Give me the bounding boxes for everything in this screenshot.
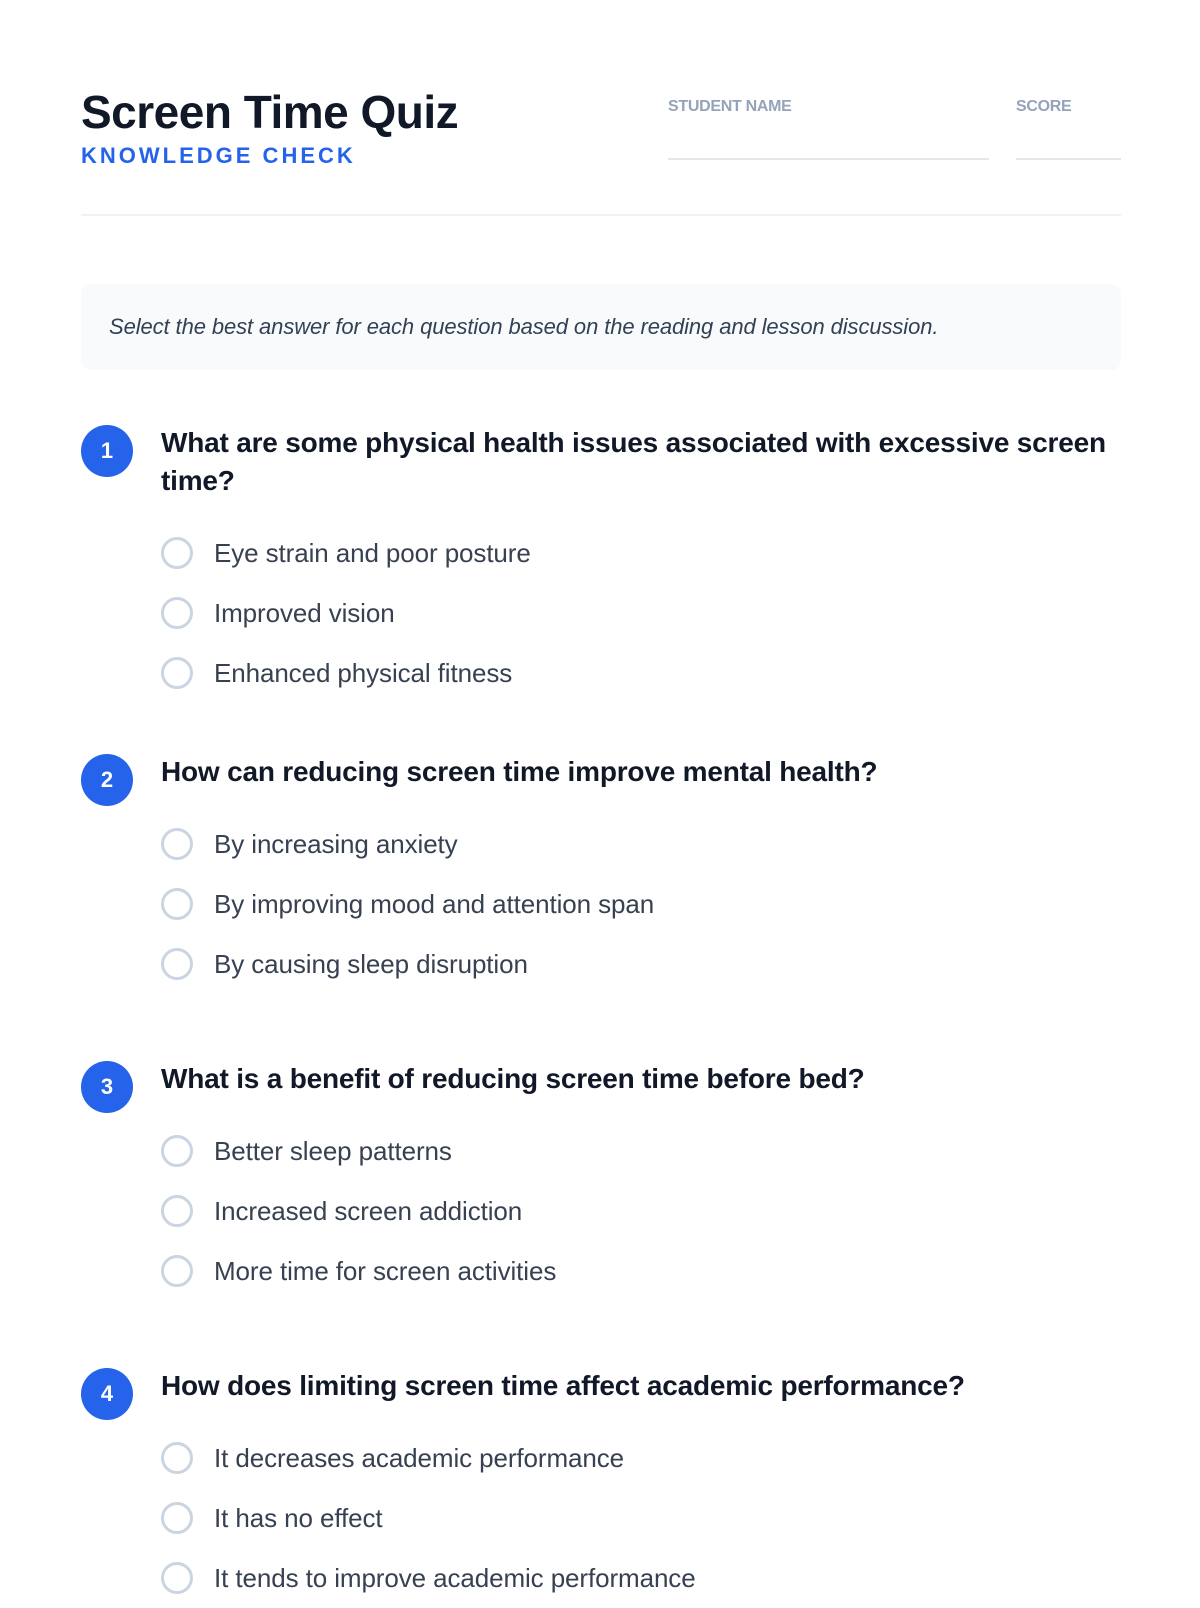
option-label: Eye strain and poor posture — [214, 537, 531, 568]
student-name-field[interactable] — [668, 158, 989, 160]
radio-button[interactable] — [161, 1502, 193, 1534]
option-item[interactable] — [161, 1121, 1061, 1181]
question-text: What is a benefit of reducing screen time before bed? — [161, 1063, 865, 1094]
options-list — [161, 1121, 1061, 1301]
options-list — [161, 814, 1061, 994]
radio-button[interactable] — [161, 657, 193, 689]
option-label: By increasing anxiety — [214, 828, 458, 859]
header-divider — [81, 214, 1121, 216]
option-item[interactable] — [161, 1548, 1061, 1608]
question-text: What are some physical health issues associated with excessive screen time? — [161, 427, 1106, 496]
option-label: It tends to improve academic performance — [214, 1562, 696, 1593]
option-label: It decreases academic performance — [214, 1442, 625, 1473]
option-label: Improved vision — [214, 597, 395, 628]
option-item[interactable] — [161, 1488, 1061, 1548]
option-item[interactable] — [161, 814, 1061, 874]
option-label: It has no effect — [214, 1502, 383, 1533]
option-label: Enhanced physical fitness — [214, 657, 513, 688]
page-title: Screen Time Quiz — [81, 86, 459, 138]
question-number-badge: 3 — [81, 1061, 133, 1113]
question-number-badge: 4 — [81, 1368, 133, 1420]
score-field[interactable] — [1016, 158, 1121, 160]
question-number-badge: 2 — [81, 754, 133, 806]
option-label: More time for screen activities — [214, 1255, 557, 1286]
page-subtitle: KNOWLEDGE CHECK — [81, 143, 356, 168]
question-number-badge: 1 — [81, 425, 133, 477]
radio-button[interactable] — [161, 1442, 193, 1474]
question-text: How can reducing screen time improve mental health? — [161, 756, 878, 787]
option-item[interactable] — [161, 934, 1061, 994]
radio-button[interactable] — [161, 948, 193, 980]
radio-button[interactable] — [161, 1255, 193, 1287]
option-label: By improving mood and attention span — [214, 888, 655, 919]
radio-button[interactable] — [161, 1195, 193, 1227]
option-item[interactable] — [161, 643, 1061, 703]
radio-button[interactable] — [161, 1135, 193, 1167]
option-item[interactable] — [161, 1428, 1061, 1488]
question-text: How does limiting screen time affect academic performance? — [161, 1370, 965, 1401]
radio-button[interactable] — [161, 828, 193, 860]
quiz-header — [81, 84, 1121, 216]
option-item[interactable] — [161, 1181, 1061, 1241]
radio-button[interactable] — [161, 1562, 193, 1594]
option-item[interactable] — [161, 874, 1061, 934]
radio-button[interactable] — [161, 888, 193, 920]
option-item[interactable] — [161, 1241, 1061, 1301]
option-item[interactable] — [161, 583, 1061, 643]
option-label: Increased screen addiction — [214, 1195, 523, 1226]
options-list — [161, 1428, 1061, 1608]
radio-button[interactable] — [161, 597, 193, 629]
score-label: SCORE — [1016, 98, 1072, 115]
option-item[interactable] — [161, 523, 1061, 583]
instructions-text: Select the best answer for each question based on the reading and lesson discussion. — [109, 314, 939, 339]
student-name-label: STUDENT NAME — [668, 98, 792, 115]
radio-button[interactable] — [161, 537, 193, 569]
option-label: By causing sleep disruption — [214, 948, 528, 979]
instructions-box — [81, 284, 1121, 370]
option-label: Better sleep patterns — [214, 1135, 452, 1166]
options-list — [161, 523, 1061, 703]
